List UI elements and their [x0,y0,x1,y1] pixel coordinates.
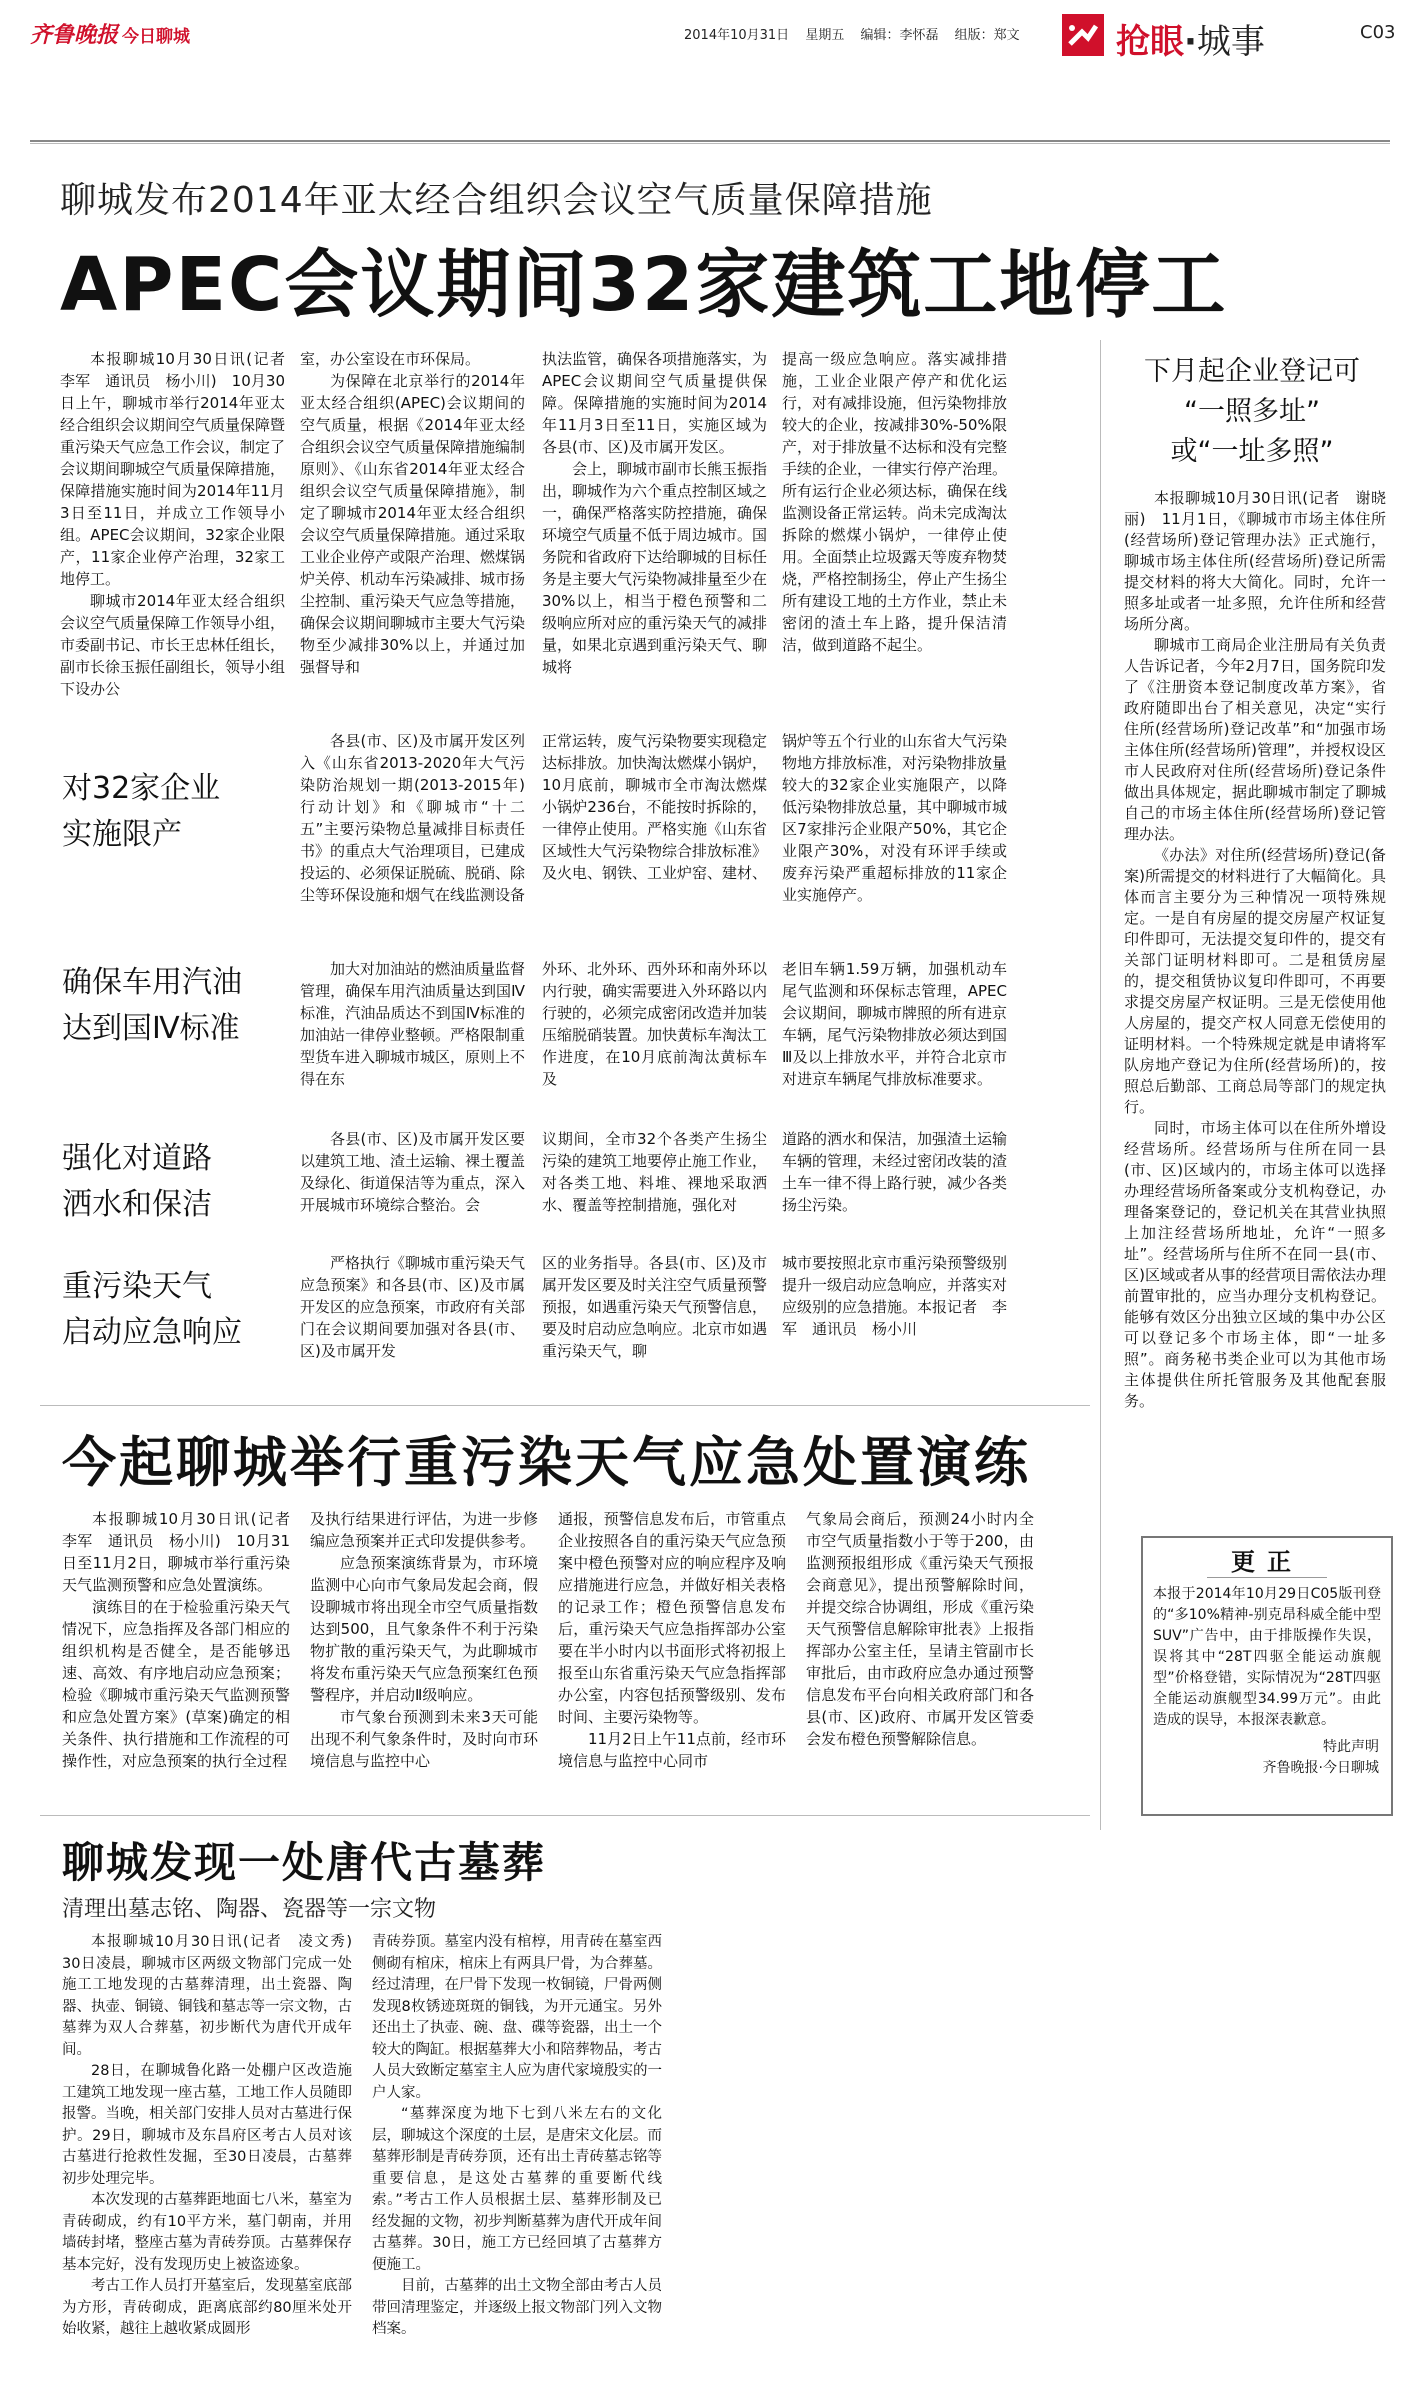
paragraph: 外环、北外环、西外环和南外环以内行驶，确实需要进入外环路以内行驶的，必须完成密闭改造并加装压缩脱硝装置。加快黄标车淘汰工作进度，在10月底前淘汰黄标车及 [542,960,768,1088]
issue-weekday: 星期五 [805,28,845,43]
section-head-line: 确保车用汽油 [62,965,242,1000]
paragraph: 加大对加油站的燃油质量监督管理，确保车用汽油质量达到国Ⅳ标准，汽油品质达不到国Ⅳ标准的加油站一律停业整顿。严格限制重型货车进入聊城市城区，原则上不得在东 [300,960,526,1088]
paragraph: 《办法》对住所(经营场所)登记(备案)所需提交的材料进行了大幅简化。具体而言主要分为三种情况一项特殊规定。一是自有房屋的提交房屋产权证复印件即可，无法提交复印件的，提交有关部门证明材料即可。二是租赁房屋的，提交租赁协议复印件即可，不再要求提交房屋产权证明。三是无偿使用他人房屋的，提交产权人同意无偿使用的证明材料。一个特殊规定就是申请将军队房地产登记为住所(经营场所)的，按照总后勤部、工商总局等部门的规定执行。 [1124,846,1386,1116]
lead-intro-col-3 [542,348,767,708]
paragraph: 各县(市、区)及市属开发区列入《山东省2013-2020年大气污染防治规划一期(2013-2015年)行动计划》和《聊城市“十二五”主要污染物总量减排目标责任书》的重点大气治理项目，已建成投运的、必须保证脱硫、脱硝、除尘等环保设施和烟气在线监测设备 [300,732,526,904]
drill-col-3 [558,1508,786,1800]
paragraph: 提高一级应急响应。落实减排措施，工业企业限产停产和优化运行，对有减排设施，但污染物排放较大的企业，按减排30%-50%限产，对于排放量不达标和没有完整手续的企业，一律实行停产治理。所有运行企业必须达标，确保在线监测设备正常运转。尚未完成淘汰拆除的燃煤小锅炉，一律停止使用。全面禁止垃圾露天等废弃物焚烧，严格控制扬尘，停止产生扬尘所有建设工地的土方作业，禁止未密闭的渣土车上路，提升保洁清洁，做到道路不起尘。 [782,350,1008,654]
sidebar-headline-line: 或“一址多照” [1170,436,1334,467]
section-head-line: 达到国Ⅳ标准 [62,1011,240,1046]
paragraph: 青砖券顶。墓室内没有棺椁，用青砖在墓室西侧砌有棺床，棺床上有两具尸骨，为合葬墓。经过清理，在尸骨下发现一枚铜镜，尸骨两侧发现8枚锈迹斑斑的铜钱，为开元通宝。另外还出土了执壶、碗、盘、碟等瓷器，出土一个较大的陶缸。根据墓葬大小和陪葬物品，考古人员大致断定墓室主人应为唐代家境殷实的一户人家。 [372,1934,662,2101]
paragraph: 气象局会商后，预测24小时内全市空气质量指数小于等于200，由监测预报组形成《重污染天气预报会商意见》，提出预警解除时间，并提交综合协调组，形成《重污染天气预警信息解除审批表》上报指挥部办公室主任，呈请主管副市长审批后，由市政府应急办通过预警信息发布平台向相关政府部门和各县(市、区)政府、市属开发区管委会发布橙色预警解除信息。 [806,1510,1034,1748]
paragraph: 为保障在北京举行的2014年亚太经合组织(APEC)会议期间的空气质量，根据《2014年亚太经合组织会议空气质量保障措施编制原则》、《山东省2014年亚太经合组织会议空气质量保障措施》，制定了聊城市2014年亚太经合组织会议空气质量保障措施。通过采取工业企业停产或限产治理、燃煤锅炉关停、机动车污染减排、城市扬尘控制、重污染天气应急等措施，确保会议期间聊城市主要大气污染物至少减排30%以上，并通过加强督导和 [300,372,526,676]
section-logo-icon [1062,14,1104,56]
section-head-line: 重污染天气 [62,1269,212,1304]
section-1-col-1 [300,730,525,952]
drill-col-2 [310,1508,538,1800]
top-rule-thin [30,143,1390,144]
paragraph: 各县(市、区)及市属开发区要以建筑工地、渣土运输、裸土覆盖及绿化、街道保洁等为重点，深入开展城市环境综合整治。会 [300,1130,526,1214]
paragraph: 及执行结果进行评估，为进一步修编应急预案并正式印发提供参考。 [310,1510,538,1550]
paragraph: 城市要按照北京市重污染预警级别提升一级启动应急响应，并落实对应级别的应急措施。本报记者 李军 通讯员 杨小川 [782,1254,1008,1338]
layout-credit: 组版：郑文 [954,28,1020,43]
correction-box [1141,1536,1393,1816]
section-head-3 [62,1136,212,1228]
section-3-col-2 [542,1128,767,1238]
paragraph: 通报，预警信息发布后，市管重点企业按照各自的重污染天气应急预案中橙色预警对应的响应程序及响应措施进行应急，并做好相关表格的记录工作；橙色预警信息发布后，重污染天气应急指挥部办公室要在半小时内以书面形式将初报上报至山东省重污染天气应急指挥部办公室，内容包括预警级别、发布时间、主要污染物等。 [558,1510,786,1726]
correction-title: 更正 [1207,1538,1327,1578]
section-head-line: 对32家企业 [62,771,221,806]
section-head-line: 洒水和保洁 [62,1187,212,1222]
tomb-subhead: 清理出墓志铭、陶器、瓷器等一宗文物 [62,1897,437,1922]
section-2-col-3 [782,958,1007,1134]
paragraph: 会上，聊城市副市长熊玉振指出，聊城作为六个重点控制区域之一，确保严格落实防控措施，确保环境空气质量不低于周边城市。国务院和省政府下达给聊城的目标任务是主要大气污染物减排量至少在30%以上，相当于橙色预警和二级响应所对应的重污染天气的减排量，如果北京遇到重污染天气、聊城将 [542,460,768,676]
lead-intro-col-4 [782,348,1007,708]
correction-text: 本报于2014年10月29日C05版刊登的“多10%精神-别克昂科威全能中型SUV”广告中，由于排版操作失误，误将其中“28T四驱全能运动旗舰型”价格登错，实际情况为“28T四驱全能运动旗舰型34.99万元”。由此造成的误导，本报深表歉意。 [1153,1586,1381,1728]
sidebar-headline-line: 下月起企业登记可 [1144,356,1360,387]
page-number: C03 [1360,22,1396,43]
section-head-line: 启动应急响应 [62,1315,242,1350]
section-head-2 [62,960,242,1052]
paragraph: 区的业务指导。各县(市、区)及市属开发区要及时关注空气质量预警预报，如遇重污染天气预警信息，要及时启动应急响应。北京市如遇重污染天气，聊 [542,1254,768,1360]
paragraph: 聊城市2014年亚太经合组织会议空气质量保障工作领导小组，市委副书记、市长王忠林任组长，副市长徐玉振任副组长，领导小组下设办公 [60,592,286,698]
drill-col-1 [62,1508,306,1800]
tomb-col-2 [372,1932,662,2368]
paragraph: 执法监管，确保各项措施落实，为APEC会议期间空气质量提供保障。保障措施的实施时间为2014年11月3日至11日，实施区域为各县(市、区)及市属开发区。 [542,350,768,456]
section-1-col-2 [542,730,767,952]
paragraph: 考古工作人员打开墓室后，发现墓室底部为方形，青砖砌成，距离底部约80厘米处开始收紧，越往上越收紧成圆形 [62,2278,352,2337]
section-1-col-3 [782,730,1007,952]
paragraph: 本报聊城10月30日讯(记者 李军 通讯员 杨小川) 10月31日至11月2日，聊城市举行重污染天气监测预警和应急处置演练。 [62,1510,306,1594]
section-4-col-2 [542,1252,767,1384]
section-title-a: 抢眼 [1116,22,1184,62]
section-title-dot: · [1184,22,1197,62]
paragraph: 本报聊城10月30日讯(记者 李军 通讯员 杨小川) 10月30日上午，聊城市举行2014年亚太经合组织会议期间空气质量保障暨重污染天气应急工作会议，制定了会议期间聊城空气质量保障措施，保障措施实施时间为2014年11月3日至11日，并成立工作领导小组。APEC会议期间，32家企业限产，11家企业停产治理，32家工地停工。 [60,350,301,588]
section-title [1116,14,1265,63]
editor-credit: 编辑：李怀磊 [860,28,939,43]
tomb-headline: 聊城发现一处唐代古墓葬 [62,1838,547,1887]
section-head-1 [62,766,220,858]
tomb-divider [40,1815,1090,1816]
paragraph: 锅炉等五个行业的山东省大气污染物地方排放标准，对污染物排放量较大的32家企业实施限产，以降低污染物排放总量，其中聊城市城区7家排污企业限产50%，其它企业限产30%，对没有环评手续或废弃污染严重超标排放的11家企业实施停产。 [782,732,1008,904]
paragraph: 同时，市场主体可以在住所外增设经营场所。经营场所与住所在同一县(市、区)区域内的，市场主体可以选择办理经营场所备案或分支机构登记，办理备案登记的，登记机关在其营业执照上加注经营场所地址，允许“一照多址”。经营场所与住所不在同一县(市、区)区域或者从事的经营项目需依法办理前置审批的，应当办理分支机构登记。能够有效区分出独立区域的集中办公区可以登记多个市场主体，即“一址多照”。商务秘书类企业可以为其他市场主体提供住所托管服务及其他配套服务。 [1124,1119,1386,1410]
brand-logo: 齐鲁晚报 [30,22,119,48]
section-head-4 [62,1264,242,1356]
paragraph: 28日，在聊城鲁化路一处棚户区改造施工建筑工地发现一座古墓，工地工作人员随即报警。当晚，相关部门安排人员对古墓进行保护。29日，聊城市及东昌府区考古人员对该古墓进行抢救性发掘，至30日凌晨，古墓葬初步处理完毕。 [62,2063,352,2187]
lead-intro-col-1 [60,348,301,708]
paragraph: 市气象台预测到未来3天可能出现不利气象条件时，及时向市环境信息与监控中心 [310,1708,538,1770]
correction-sign-2: 齐鲁晚报·今日聊城 [1262,1760,1379,1776]
paragraph: 应急预案演练背景为，市环境监测中心向市气象局发起会商，假设聊城市将出现全市空气质量指数达到500，且气象条件不利于污染物扩散的重污染天气，为此聊城市将发布重污染天气应急预案红色预警程序，并启动Ⅱ级响应。 [310,1554,538,1704]
page-name: 今日聊城 [122,27,190,47]
paragraph: 本报聊城10月30日讯(记者 凌文秀) 30日凌晨，聊城市区两级文物部门完成一处施工工地发现的古墓葬清理，出土瓷器、陶器、执壶、铜镜、铜钱和墓志等一宗文物，古墓葬为双人合葬墓，初步断代为唐代开成年间。 [62,1934,367,2058]
paragraph: 严格执行《聊城市重污染天气应急预案》和各县(市、区)及市属开发区的应急预案，市政府有关部门在会议期间要加强对各县(市、区)及市属开发 [300,1254,526,1360]
drill-headline: 今起聊城举行重污染天气应急处置演练 [62,1431,1031,1494]
correction-sign-1: 特此声明 [1323,1739,1379,1755]
paragraph: “墓葬深度为地下七到八米左右的文化层，聊城这个深度的土层，是唐宋文化层。而墓葬形制是青砖券顶，还有出土青砖墓志铭等重要信息，是这处古墓葬的重要断代线索。”考古工作人员根据土层、墓葬形制及已经发掘的文物，初步判断墓葬为唐代开成年间古墓葬。30日，施工方已经回填了古墓葬方便施工。 [372,2106,662,2273]
section-2-col-2 [542,958,767,1134]
section-4-col-3 [782,1252,1007,1384]
section-4-col-1 [300,1252,525,1384]
section-2-col-1 [300,958,525,1134]
issue-date: 2014年10月31日 [684,28,790,43]
paragraph: 演练目的在于检验重污染天气情况下，应急指挥及各部门相应的组织机构是否健全，是否能够迅速、高效、有序地启动应急预案；检验《聊城市重污染天气监测预警和应急处置方案》(草案)确定的相关条件、执行措施和工作流程的可操作性，对应急预案的执行全过程 [62,1598,290,1770]
section-head-line: 强化对道路 [62,1141,212,1176]
paragraph: 本次发现的古墓葬距地面七八米，墓室为青砖砌成，约有10平方米，墓门朝南，并用墙砖封堵，整座古墓为青砖券顶。古墓葬保存基本完好，没有发现历史上被盗迹象。 [62,2192,352,2273]
sidebar-body [1124,488,1386,1524]
tomb-col-1 [62,1932,367,2368]
sidebar-headline [1112,352,1392,472]
drill-divider [40,1405,1090,1406]
top-rule [30,140,1390,142]
section-title-b: 城事 [1196,22,1265,62]
paragraph: 老旧车辆1.59万辆，加强机动车尾气监测和环保标志管理，APEC会议期间，聊城市牌照的所有进京车辆，尾气污染物排放必须达到国Ⅲ及以上排放水平，并符合北京市对进京车辆尾气排放标准要求。 [782,960,1008,1088]
drill-col-4 [806,1508,1034,1800]
paragraph: 聊城市工商局企业注册局有关负责人告诉记者，今年2月7日，国务院印发了《注册资本登记制度改革方案》，省政府随即出台了相关意见，决定“实行住所(经营场所)登记改革”和“加强市场主体住所(经营场所)管理”，并授权设区市人民政府对住所(经营场所)登记条件做出具体规定，据此聊城市制定了聊城自己的市场主体住所(经营场所)登记管理办法。 [1124,636,1386,843]
paragraph: 室，办公室设在市环保局。 [300,350,481,368]
paragraph: 道路的洒水和保洁，加强渣土运输车辆的管理，未经过密闭改装的渣土车一律不得上路行驶，减少各类扬尘污染。 [782,1130,1008,1214]
paragraph: 11月2日上午11点前，经市环境信息与监控中心同市 [558,1730,786,1770]
lead-kicker: 聊城发布2014年亚太经合组织会议空气质量保障措施 [60,180,933,221]
section-head-line: 实施限产 [62,817,182,852]
paragraph: 正常运转，废气污染物要实现稳定达标排放。加快淘汰燃煤小锅炉，10月底前，聊城市全市淘汰燃煤小锅炉236台，不能按时拆除的，一律停止使用。严格实施《山东省区域性大气污染物综合排放标准》及火电、钢铁、工业炉窑、建材、 [542,732,768,882]
sidebar-divider [1100,340,1101,1830]
paragraph: 议期间，全市32个各类产生扬尘污染的建筑工地要停止施工作业，对各类工地、料堆、裸地采取洒水、覆盖等控制措施，强化对 [542,1130,768,1214]
section-3-col-1 [300,1128,525,1238]
sidebar-headline-line: “一照多址” [1184,396,1320,427]
paragraph: 目前，古墓葬的出土文物全部由考古人员带回清理鉴定，并逐级上报文物部门列入文物档案。 [372,2278,662,2337]
lead-headline: APEC会议期间32家建筑工地停工 [60,242,1228,328]
paragraph: 本报聊城10月30日讯(记者 谢晓丽) 11月1日，《聊城市市场主体住所(经营场所)登记管理办法》正式施行，聊城市场主体住所(经营场所)登记所需提交材料的将大大简化。同时，允许一照多址或者一址多照，允许住所和经营场所分离。 [1124,489,1386,633]
masthead [30,14,1396,62]
section-3-col-3 [782,1128,1007,1238]
issue-meta [684,24,1032,43]
correction-body [1143,1578,1391,1737]
lead-intro-col-2 [300,348,525,708]
